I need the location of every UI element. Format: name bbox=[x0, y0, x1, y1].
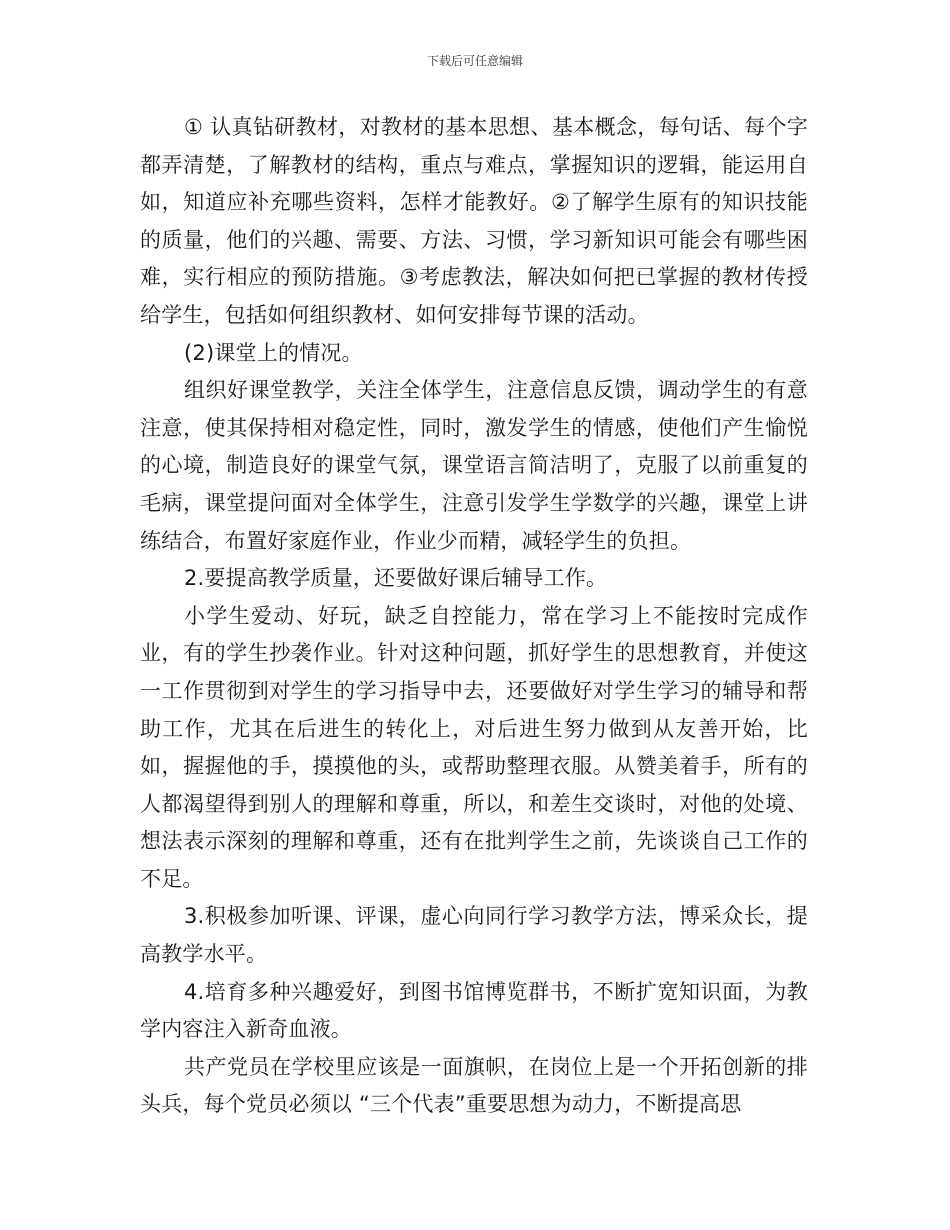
document-body bbox=[140, 109, 808, 1124]
paragraph-party-member: 共产党员在学校里应该是一面旗帜，在岗位上是一个开拓创新的排头兵，每个党员必须以 “三个代表”重要思想为动力，不断提高思 bbox=[140, 1054, 808, 1117]
paragraph-tutoring-details: 小学生爱动、好玩，缺乏自控能力，常在学习上不能按时完成作业，有的学生抄袭作业。针对这种问题，抓好学生的思想教育，并使这一工作贯彻到对学生的学习指导中去，还要做好对学生学习的辅导和帮助工作，尤其在后进生的转化上，对后进生努力做到从友善开始，比如，握握他的手，摸摸他的头，或帮助整理衣服。从赞美着手，所有的人都渴望得到别人的理解和尊重，所以，和差生交谈时，对他的处境、想法表示深刻的理解和尊重，还有在批判学生之前，先谈谈自己工作的不足。 bbox=[140, 603, 808, 891]
paragraph-classroom-teaching: 组织好课堂教学，关注全体学生，注意信息反馈，调动学生的有意注意，使其保持相对稳定性，同时，激发学生的情感，使他们产生愉悦的心境，制造良好的课堂气氛，课堂语言简洁明了，克服了以前重复的毛病，课堂提问面对全体学生，注意引发学生学数学的兴趣，课堂上讲练结合，布置好家庭作业，作业少而精，减轻学生的负担。 bbox=[140, 378, 808, 553]
paragraph-lesson-observation: 3.积极参加听课、评课，虚心向同行学习教学方法，博采众长，提高教学水平。 bbox=[140, 904, 808, 967]
paragraph-tutoring-heading: 2.要提高教学质量，还要做好课后辅导工作。 bbox=[184, 566, 608, 591]
page-header: 下载后可任意编辑 bbox=[426, 54, 523, 68]
paragraph-classroom-heading: (2)课堂上的情况。 bbox=[184, 340, 363, 365]
paragraph-preparation-steps: ① 认真钻研教材，对教材的基本思想、基本概念，每句话、每个字都弄清楚，了解教材的结构，重点与难点，掌握知识的逻辑，能运用自如，知道应补充哪些资料，怎样才能教好。②了解学生原有的知识技能的质量，他们的兴趣、需要、方法、习惯，学习新知识可能会有哪些困难，实行相应的预防措施。③考虑教法，解决如何把已掌握的教材传授给学生，包括如何组织教材、如何安排每节课的活动。 bbox=[140, 115, 808, 327]
paragraph-interests: 4.培育多种兴趣爱好，到图书馆博览群书，不断扩宽知识面，为教学内容注入新奇血液。 bbox=[140, 979, 808, 1042]
